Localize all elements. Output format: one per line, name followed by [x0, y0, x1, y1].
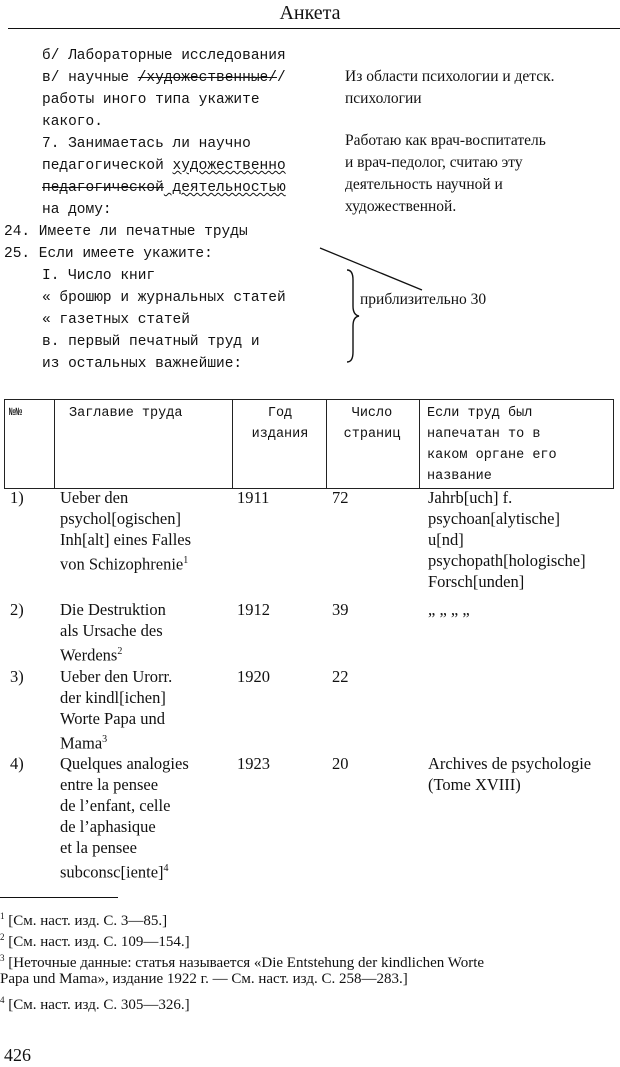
- col-header-pages: Число страниц: [343, 406, 401, 442]
- row1-num: 1): [10, 488, 24, 507]
- question-7-text: педагогической: [42, 158, 173, 174]
- col-header-num: №№: [9, 407, 23, 419]
- row1-title: Ueber den psychol[ogischen] Inh[alt] eines Falles von Schizophrenie$^1$: [60, 488, 192, 574]
- question-6v-line3: какого.: [42, 114, 103, 130]
- page-number: 426: [4, 1045, 31, 1065]
- col-header-year: Год издания: [251, 406, 309, 442]
- row2-where: „ „ „ „: [428, 600, 470, 619]
- question-7-struck-2: педагогической: [42, 180, 164, 196]
- row1-year: 1911: [237, 488, 270, 507]
- question-7-line3: [42, 177, 286, 199]
- footnote-3-line2: Papa und Mama», издание 1922 г. — См. наст. изд. С. 258—283.]: [0, 971, 408, 987]
- row2-num: 2): [10, 600, 24, 619]
- col-header-title: Заглавие труда: [69, 406, 183, 421]
- right-brace: [345, 268, 361, 364]
- row1-pages: 72: [332, 488, 349, 507]
- question-24: 24. Имеете ли печатные труды: [4, 224, 248, 240]
- answer-6-line1: Из области психологии и детск.: [345, 68, 555, 85]
- row4-year: 1923: [237, 754, 270, 773]
- question-6v: [42, 67, 286, 89]
- question-6b: б/ Лабораторные исследования: [42, 48, 286, 64]
- answer-7-line3: деятельность научной и: [345, 176, 503, 193]
- answer-6-line2: психологии: [345, 90, 422, 107]
- question-25: 25. Если имеете укажите:: [4, 246, 213, 262]
- question-7-line2: [42, 155, 286, 177]
- question-6v-slash: /: [276, 70, 286, 86]
- question-6v-line2: работы иного типа укажите: [42, 92, 260, 108]
- answer-7-line2: и врач-педолог, считаю эту: [345, 154, 523, 171]
- row4-where: Archives de psychologie (Tome XVIII): [428, 754, 592, 794]
- row3-title: Ueber den Urorr. der kindl[ichen] Worte Papa und Mama$^3$: [60, 667, 173, 753]
- row4-title: Quelques analogies entre la pensee de l’enfant, celle de l’aphasique et la pensee subconsc[iente]$^4$: [60, 754, 189, 882]
- question-25-1: I. Число книг: [42, 268, 156, 284]
- question-25-2: « брошюр и журнальных статей: [42, 290, 286, 306]
- footnote-4: $^4$ [См. наст. изд. С. 305—326.]: [0, 995, 190, 1013]
- row3-pages: 22: [332, 667, 349, 686]
- row3-num: 3): [10, 667, 24, 686]
- footnote-rule: [0, 897, 118, 898]
- answer-7-line1: Работаю как врач-воспитатель: [345, 132, 546, 149]
- footnote-1: $^1$ [См. наст. изд. С. 3—85.]: [0, 911, 168, 929]
- row2-pages: 39: [332, 600, 349, 619]
- question-6v-struck: /художественные/: [137, 70, 277, 86]
- question-7-struck: художественно: [172, 158, 286, 174]
- row4-num: 4): [10, 754, 24, 773]
- footnote-2: $^2$ [См. наст. изд. С. 109—154.]: [0, 932, 190, 950]
- header-rule: [8, 28, 620, 29]
- question-6v-text: в/ научные: [42, 70, 138, 86]
- question-7: 7. Занимаетась ли научно: [42, 136, 251, 152]
- question-25-5: из остальных важнейшие:: [42, 356, 243, 372]
- question-25-3: « газетных статей: [42, 312, 190, 328]
- question-7-line4: на дому:: [42, 202, 112, 218]
- row2-title: Die Destruktion als Ursache des Werdens$^2$: [60, 600, 166, 665]
- answer-7-line4: художественной.: [345, 198, 457, 215]
- question-25-4: в. первый печатный труд и: [42, 334, 260, 350]
- row3-year: 1920: [237, 667, 270, 686]
- row4-pages: 20: [332, 754, 349, 773]
- row2-year: 1912: [237, 600, 270, 619]
- answer-25: приблизительно 30: [360, 291, 487, 308]
- table-header: [4, 399, 614, 489]
- question-7-text-2: деятельностью: [163, 180, 286, 196]
- col-header-where: Если труд был напечатан то в каком органе его название: [427, 406, 557, 484]
- footnote-3: $^3$ [Неточные данные: статья называется «Die Entstehung der kindlichen Worte: [0, 953, 485, 971]
- page-header-title: Анкета: [279, 2, 341, 24]
- row1-where: Jahrb[uch] f. psychoan[alytische] u[nd] psychopath[hologische] Forsch[unden]: [428, 488, 586, 591]
